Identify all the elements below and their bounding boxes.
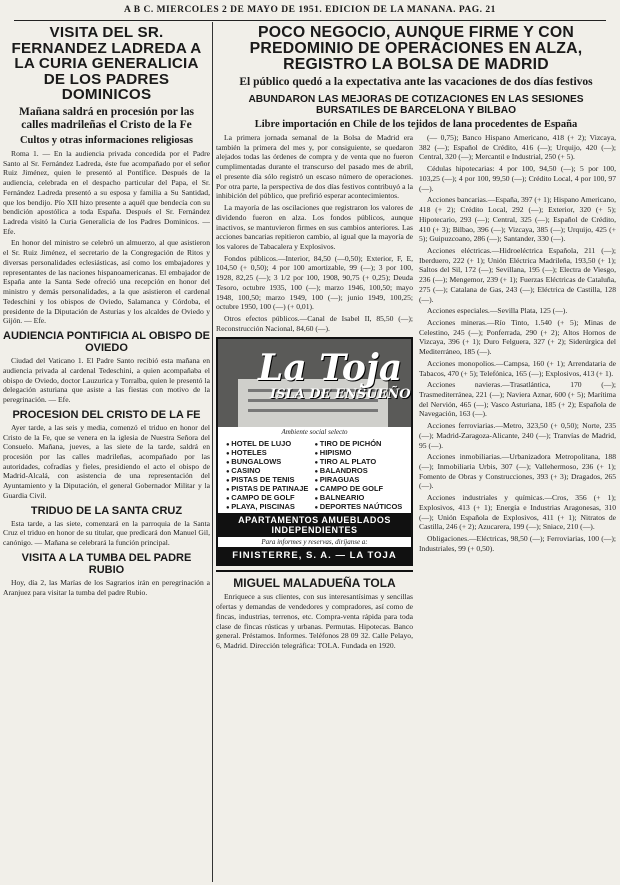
list-item: ● BUNGALOWS	[226, 457, 315, 466]
ad2-body: Enriquece a sus clientes, con sus interesantísimas y sencillas ofertas y demandas de vendedores y compradores, así como de fincas, industrias, terrenos, etc. Compra-venta rápida para toda clase de fincas rústicas y urbanas. Permutas. Hipotecas. Banco general. Préstamos. Informes. Teléfonos 28 09 32. Calle Pelayo, 6, Madrid. Dirección telegráfica: TOLA. Fundada en 1920.	[216, 592, 413, 651]
col-a-body-3: Fondos públicos.—Interior, 84,50 (—0,50); Exterior, F, E, 104,50 (+ 0,50); 4 por 100 amortizable, 99 (—); 3 por 100, 1928, 82,25 (—); 3 1/2 por 100, 1908, 90,75 (+ 0,25); Deuda Tesoro, octubre 1935, 100 (—); marzo 1946, 100,50; mayo 1948, 100,50; marzo 1949, 100 (—); junio 1949, 100,25; octubre 1950, 100 (—) (+ 0,01).	[216, 253, 413, 312]
ad-apartments-bar: APARTAMENTOS AMUEBLADOS INDEPENDIENTES	[218, 513, 411, 537]
right-headline: POCO NEGOCIO, AUNQUE FIRME Y CON PREDOMINIO DE OPERACIONES EN ALZA, REGISTRO LA BOLSA DE MADRID	[249, 24, 583, 74]
ad-amenities-right	[315, 439, 404, 511]
ad-contact-bar: FINISTERRE, S. A. — LA TOJA	[218, 547, 411, 564]
la-toja-logo: La Toja	[258, 347, 403, 390]
col-a-body-4: Otros efectos públicos.—Canal de Isabel II, 85,50 (—); Reconstrucción Nacional, 84,60 (—).	[216, 313, 413, 333]
left-body-1: Roma 1. — En la audiencia privada concedida por el Padre Santo al Sr. Fernández Ladreda, éste fue acompañado por el señor Ruiz Jiménez, quien le presentó al Pontífice. Después de la audiencia, celebrada en el despacho particular del Papa, el Sr. Fernández Ladreda presentó a su esposa y familia a Su Santidad, que los bendijo. Pío XII hizo presente a aquél que bendecía con su bendición apostólica a toda España. Después el Sr. Fernández Ladreda visitó la Curia Generalicia de los Padres Dominicos. — Efe.	[3, 149, 210, 236]
ad2-title: MIGUEL MALADUEÑA TOLA	[233, 576, 396, 591]
left-body-6: Hoy, día 2, las Marías de los Sagrarios irán en peregrinación a Aranjuez para visitar la tumba del padre Rubio.	[3, 578, 210, 597]
col-b-body-11: Acciones industriales y químicas.—Cros, 356 (+ 1); Explosivos, 413 (+ 1); Energía e Industrias Aragonesas, 310 (—); Unión Española de Explosivos, 411 (+ 1); Nitratos de Castilla, 246 (+ 2); Azucarera, 199 (—); Sniace, 210 (—).	[419, 493, 616, 532]
left-subhead-3: TRIDUO DE LA SANTA CRUZ	[30, 504, 183, 517]
left-body-5: Esta tarde, a las siete, comenzará en la parroquia de la Santa Cruz el triduo en honor de su titular, que predicará don Manuel Gil, canónigo. — Mañana se celebrará la función principal.	[3, 518, 210, 548]
left-headline: VISITA DEL SR. FERNANDEZ LADREDA A LA CURIA GENERALICIA DE LOS PADRES DOMINICOS	[11, 24, 202, 103]
left-subhead-2: PROCESION DEL CRISTO DE LA FE	[12, 408, 201, 421]
col-b-body-6: Acciones mineras.—Río Tinto, 1.540 (+ 5); Minas de Celestino, 245 (—); Ponferrada, 290 (+ 2); Altos Hornos de Vizcaya, 396 (+ 1); Duro Felguera, 327 (+ 2); Siderúrgica del Mediterráneo, 185 (—).	[419, 317, 616, 357]
left-body-3: Ciudad del Vaticano 1. El Padre Santo recibió esta mañana en audiencia privada al cardenal Tedeschini, a quien acompañaba el obispo de Oviedo, doctor Lauzurica y Torralba, quien le presentó la delegación asturiana que asiste a las fiestas con motivo de la peregrinación. — Efe.	[3, 356, 210, 404]
col-b-body-9: Acciones ferroviarias.—Metro, 323,50 (+ 0,50); Norte, 235 (—); Madrid-Zaragoza-Alicante, 240 (—); Tranvías de Madrid, 95 (—).	[419, 421, 616, 450]
la-toja-logo-sub: ISLA DE ENSUEÑO	[270, 387, 411, 403]
col-b-body-10: Acciones inmobiliarias.—Urbanizadora Metropolitana, 188 (—); Inmobiliaria Urbis, 307 (—); Vallehermoso, 236 (+ 1); Fomento de Obras y Construcciones, 393 (+ 3); Dragados, 265 (—).	[419, 452, 616, 491]
col-b-body-2: Cédulas hipotecarias: 4 por 100, 94,50 (—); 5 por 100, 103,25 (—); 4 por 100, 99,50 (—); Crédito Local, 4 por 100, 97 (—).	[419, 164, 616, 193]
ad-caption: Ambiente social selecto	[218, 427, 411, 437]
list-item: ● PISTAS DE TENIS	[226, 475, 315, 484]
list-item: ● CAMPO DE GOLF	[226, 493, 315, 502]
col-b-body-12: Obligaciones.—Eléctricas, 98,50 (—); Ferroviarias, 100 (—); Industriales, 99 (+ 0,50).	[419, 534, 616, 553]
right-column	[216, 23, 616, 883]
list-item: ● DEPORTES NAÚTICOS	[315, 502, 404, 511]
list-item: ● CAMPO DE GOLF	[315, 484, 404, 493]
col-b-body-3: Acciones bancarias.—España, 397 (+ 1); Hispano Americano, 418 (+ 2); Crédito Local, 292 (—); Exterior, 320 (+ 5); Hipotecario, 293 (—); Central, 325 (—); Español de Crédito, 410 (+ 3); Bilbao, 396 (—); Vizcaya, 385 (—); Urquijo, 425 (+ 5); Guipuzcoano, 286 (—); Santander, 330 (—).	[419, 195, 616, 244]
right-deck2: Libre importación en Chile de los tejidos de lana procedentes de España	[254, 118, 578, 130]
ad-note: Para informes y reservas, diríjanse a:	[218, 537, 411, 547]
left-deck2: Cultos y otras informaciones religiosas	[19, 134, 194, 146]
list-item: ● PISTAS DE PATINAJE	[226, 484, 315, 493]
col-b-body-4: Acciones eléctricas.—Hidroeléctrica Española, 211 (—); Iberduero, 222 (+ 1); Unión Eléctrica Madrileña, 193,50 (+ 1); Saltos del Sil, 172 (—); Sevillana, 195 (—); Electra de Viesgo, 236 (—); Mengemor, 239 (+ 1); Fuerzas Eléctricas de Cataluña, 275 (—); Catalana de Gas, 243 (—); Eléctrica de Castilla, 128 (—).	[419, 245, 616, 304]
column-divider	[212, 22, 213, 882]
list-item: ● HOTEL DE LUJO	[226, 439, 315, 448]
right-col-a	[216, 133, 413, 653]
col-a-body-1: La primera jornada semanal de la Bolsa de Madrid era también la primera del mes y, por consiguiente, se quedaron alejados todas las órdenes de compra y de venta que no fueron cumplimentadas durante el transcurso del pasado mes de abril, el presente día sólo registró un escaso número de operaciones. Por otra parte, la perspectiva de dos días festivos contribuyó a la inhibición del público, que prefirió esperar acontecimientos.	[216, 133, 413, 201]
left-body-2: En honor del ministro se celebró un almuerzo, al que asistieron el Sr. Ruiz Jiménez, el secretario de la Congregación de Ritos y diversas personalidades eclesiásticas, así como los embajadores y representantes de las naciones hispanoamericanas. El embajador de España ante la Santa Sede ofreció una recepción en honor del ministro y demás personalidades, a la que asistieron el cardenal Tedeschini y los obispos de Oviedo, Salamanca y Córdoba, el presidente de la Diputación de Asturias y los alcaldes de Oviedo y Gijón. — Efe.	[3, 238, 210, 326]
left-deck: Mañana saldrá en procesión por las calles madrileñas el Cristo de la Fe	[19, 105, 194, 131]
right-col-b	[419, 133, 616, 653]
list-item: ● BALANDROS	[315, 466, 404, 475]
right-subhead-1: ABUNDARON LAS MEJORAS DE COTIZACIONES EN LAS SESIONES BURSATILES DE BARCELONA Y BILBAO	[248, 93, 584, 116]
list-item: ● HOTELES	[226, 448, 315, 457]
hotel-photo	[218, 339, 411, 427]
list-item: ● PLAYA, PISCINAS	[226, 502, 315, 511]
ad-amenities-list	[218, 437, 411, 513]
left-subhead-1: AUDIENCIA PONTIFICIA AL OBISPO DE OVIEDO	[3, 329, 210, 355]
list-item: ● PIRAGUAS	[315, 475, 404, 484]
left-subhead-4: VISITA A LA TUMBA DEL PADRE RUBIO	[21, 551, 192, 576]
right-deck: El público quedó a la expectativa ante las vacaciones de dos días festivos	[239, 76, 593, 89]
col-b-body-7: Acciones monopolios.—Campsa, 160 (+ 1); Arrendataria de Tabacos, 470 (+ 5); Telefónica, 165 (—); Explosivos, 413 (+ 1).	[419, 358, 616, 378]
list-item: ● BALNEARIO	[315, 493, 404, 502]
list-item: ● CASINO	[226, 466, 315, 475]
col-b-body-5: Acciones especiales.—Sevilla Plata, 125 (—).	[427, 306, 568, 316]
ad-amenities-left	[226, 439, 315, 511]
col-a-body-2: La mayoría de las oscilaciones que registraron los valores de dividendo fueron en alza. Los fondos públicos, aunque inactivos, se mantuvieron firmes en sus cambios anteriores. Las acciones bancarias repitieron cambio, al igual que la mayoría de los valores de Tabacalera y Explosivos.	[216, 203, 413, 251]
col-b-body-1: (— 0,75); Banco Hispano Americano, 418 (+ 2); Vizcaya, 382 (—); Español de Crédito, 416 (—); Urquijo, 420 (—); Central, 320 (—); Mercantil e Industrial, 250 (+ 5).	[419, 133, 616, 162]
top-rule	[14, 20, 606, 21]
list-item: ● TIRO DE PICHÓN	[315, 439, 404, 448]
right-two-columns	[216, 133, 616, 653]
building-window-row	[248, 409, 378, 412]
running-head: A B C. MIERCOLES 2 DE MAYO DE 1951. EDICION DE LA MAÑANA. PAG. 21	[124, 5, 496, 15]
list-item: ● HIPISMO	[315, 448, 404, 457]
la-toja-advertisement	[216, 337, 413, 566]
left-body-4: Ayer tarde, a las seis y media, comenzó el triduo en honor del Cristo de la Fe, que se venera en la iglesia de Nuestra Señora del Consuelo. Mañana, jueves, a las siete de la tarde, saldrá en procesión por las calles madrileñas, acompañado por las autoridades, cofradías y fieles, presidiendo el acto el obispo de Madrid-Alcalá, con asistencia de una representación del Ayuntamiento y la Diputación, el general Gobernador Militar y la Guardia Civil.	[3, 422, 210, 500]
left-column	[3, 23, 210, 883]
maladuena-advertisement	[216, 570, 413, 650]
col-b-body-8: Acciones navieras.—Trasatlántica, 170 (—); Trasmediterránea, 221 (—); Naviera Aznar, 600 (+ 5); Marítima del Nervión, 465 (—); Vasco Asturiana, 185 (+ 2); Española de Navegación, 163 (—).	[419, 380, 616, 419]
list-item: ● TIRO AL PLATO	[315, 457, 404, 466]
